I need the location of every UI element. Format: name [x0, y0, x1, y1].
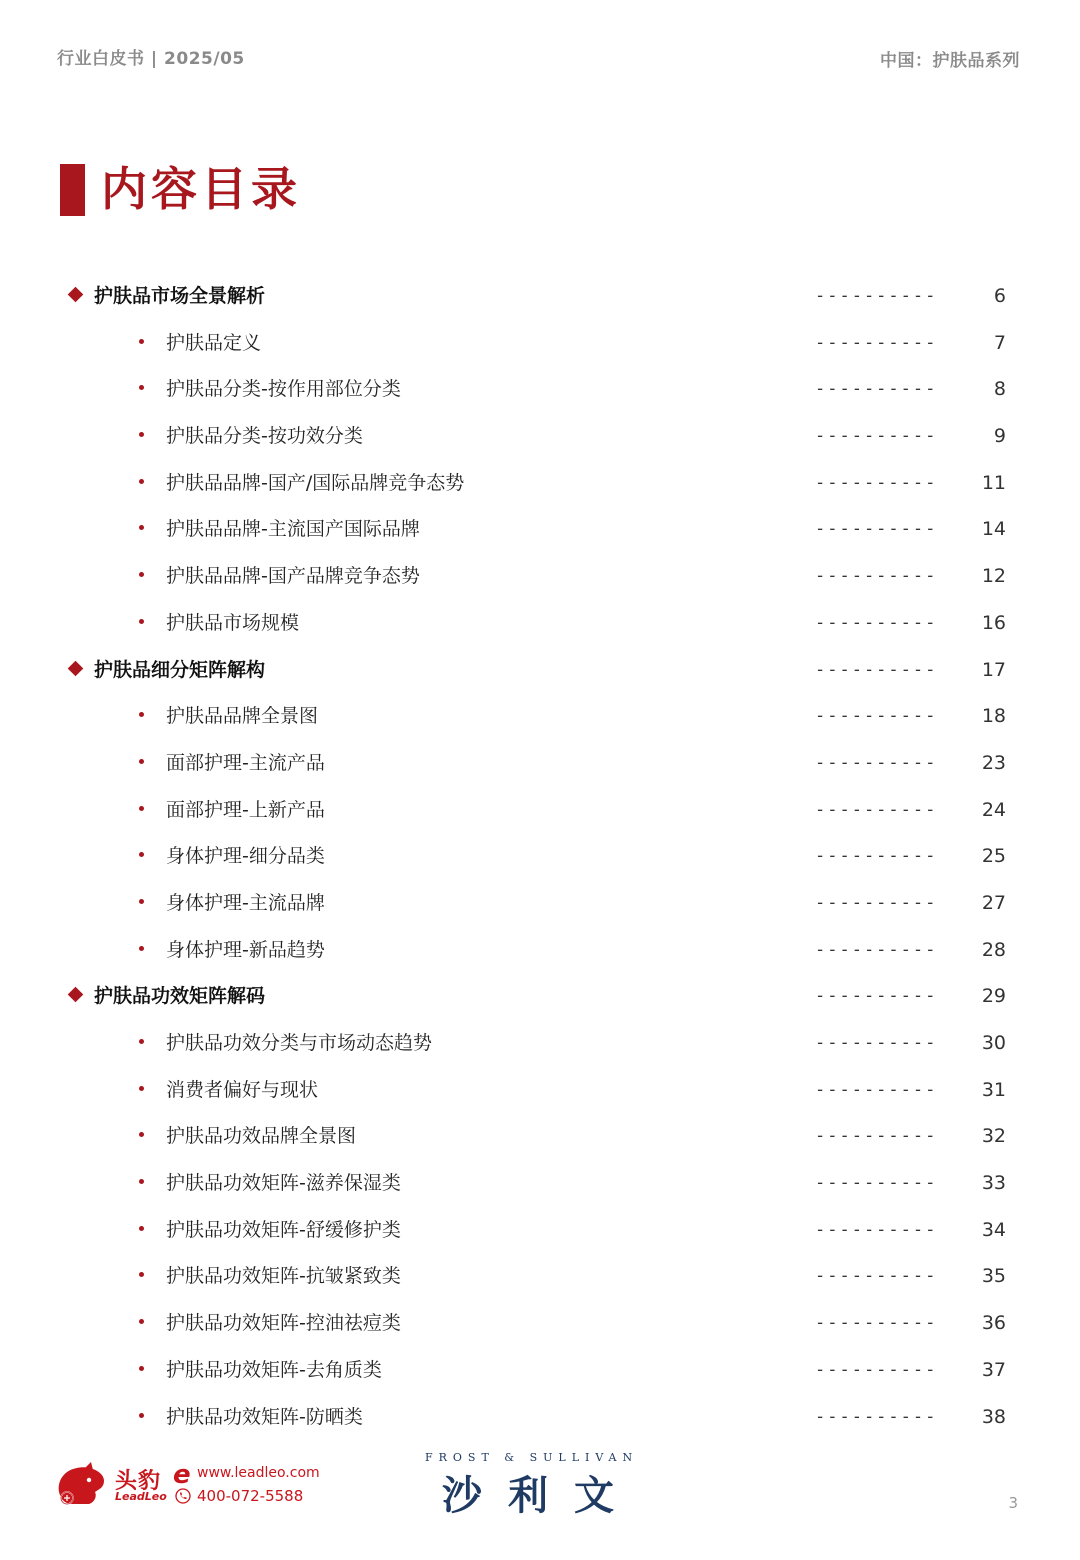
page-title: 内容目录 [101, 162, 301, 216]
toc-leader-dashes: ---------- [815, 472, 938, 493]
toc-entry-row[interactable] [0, 600, 1080, 647]
toc-leader-dashes: ---------- [815, 986, 938, 1007]
toc-entry-row[interactable] [0, 1020, 1080, 1067]
dot-bullet-icon [139, 899, 144, 904]
leadleo-logo [55, 1460, 325, 1520]
toc-entry-row[interactable] [0, 880, 1080, 927]
dot-bullet-icon [139, 479, 144, 484]
web-e-icon: e [173, 1460, 191, 1490]
toc-leader-dashes: ---------- [815, 846, 938, 867]
dot-bullet-icon [139, 1226, 144, 1231]
toc-entry-row[interactable] [0, 366, 1080, 413]
toc-leader-dashes: ---------- [815, 286, 938, 306]
dot-bullet-icon [139, 1272, 144, 1277]
toc-entry-row[interactable] [0, 506, 1080, 553]
toc-page-number: 11 [981, 471, 1006, 494]
toc-entry-row[interactable] [0, 1394, 1080, 1441]
leadleo-cn-name: 头豹 [115, 1469, 162, 1494]
toc-entry-row[interactable] [0, 320, 1080, 367]
phone-icon [175, 1488, 191, 1504]
toc-entry-label: 护肤品品牌-国产/国际品牌竞争态势 [166, 471, 465, 494]
toc-leader-dashes: ---------- [815, 332, 938, 353]
phone-number: 400-072-5588 [197, 1487, 304, 1505]
toc-entry-row[interactable] [0, 1253, 1080, 1300]
toc-entry-label: 护肤品功效矩阵-抗皱紧致类 [166, 1265, 401, 1288]
toc-page-number: 37 [981, 1358, 1006, 1381]
website-link[interactable]: www.leadleo.com [197, 1465, 320, 1481]
toc-page-number: 38 [981, 1405, 1006, 1428]
toc-entry-label: 护肤品功效矩阵-控油祛痘类 [166, 1312, 401, 1335]
toc-entry-label: 身体护理-新品趋势 [166, 938, 325, 961]
toc-entry-row[interactable] [0, 927, 1080, 974]
toc-page-number: 28 [981, 938, 1006, 961]
dot-bullet-icon [139, 712, 144, 717]
toc-entry-label: 护肤品功效分类与市场动态趋势 [166, 1032, 433, 1054]
toc-entry-label: 面部护理-主流产品 [166, 751, 325, 774]
toc-leader-dashes: ---------- [815, 1266, 938, 1287]
toc-page-number: 16 [981, 611, 1006, 634]
toc-page-number: 30 [981, 1032, 1006, 1054]
dot-bullet-icon [139, 806, 144, 811]
toc-entry-row[interactable] [0, 693, 1080, 740]
toc-entry-row[interactable] [0, 1347, 1080, 1394]
dot-bullet-icon [139, 432, 144, 437]
dot-bullet-icon [139, 1366, 144, 1371]
page-number: 3 [1008, 1494, 1018, 1512]
header-right-label: 中国：护肤品系列 [880, 51, 1020, 71]
dot-bullet-icon [139, 1132, 144, 1137]
toc-entry-label: 护肤品功效矩阵-舒缓修护类 [166, 1218, 401, 1241]
toc-entry-label: 护肤品功效矩阵解码 [94, 985, 266, 1008]
toc-entry-row[interactable] [0, 787, 1080, 834]
dot-bullet-icon [139, 1086, 144, 1091]
toc-entry-row[interactable] [0, 833, 1080, 880]
toc-leader-dashes: ---------- [815, 566, 938, 587]
dot-bullet-icon [139, 525, 144, 530]
toc-entry-label: 身体护理-主流品牌 [166, 891, 325, 914]
leadleo-en-name: LeadLeo [115, 1490, 167, 1503]
toc-leader-dashes: ---------- [815, 1406, 938, 1427]
toc-leader-dashes: ---------- [815, 1219, 938, 1240]
toc-leader-dashes: ---------- [815, 939, 938, 960]
toc-entry-label: 护肤品细分矩阵解构 [94, 658, 266, 681]
frost-sullivan-cn-logo: 沙利文 [442, 1473, 640, 1519]
diamond-bullet-icon [68, 287, 84, 303]
diamond-bullet-icon [68, 987, 84, 1003]
toc-entry-row[interactable] [0, 553, 1080, 600]
toc-entry-label: 护肤品分类-按作用部位分类 [166, 378, 401, 401]
toc-page-number: 35 [981, 1265, 1006, 1288]
toc-leader-dashes: ---------- [815, 1033, 938, 1053]
toc-entry-label: 护肤品功效矩阵-防晒类 [166, 1405, 363, 1428]
toc-leader-dashes: ---------- [815, 706, 938, 727]
diamond-bullet-icon [68, 660, 84, 676]
toc-entry-label: 面部护理-上新产品 [166, 798, 325, 821]
toc-page-number: 32 [981, 1125, 1006, 1148]
dot-bullet-icon [139, 852, 144, 857]
toc-page-number: 6 [993, 285, 1006, 307]
toc-leader-dashes: ---------- [815, 752, 938, 773]
toc-page-number: 25 [981, 845, 1006, 868]
toc-entry-label: 护肤品功效矩阵-去角质类 [166, 1358, 382, 1381]
dot-bullet-icon [139, 1039, 144, 1044]
toc-page-number: 33 [981, 1172, 1006, 1195]
frost-sullivan-en-logo: FROST & SULLIVAN [425, 1451, 639, 1464]
toc-entry-label: 护肤品品牌全景图 [166, 705, 319, 728]
toc-entry-label: 护肤品市场全景解析 [94, 285, 266, 307]
toc-entry-label: 护肤品品牌-国产品牌竞争态势 [166, 565, 420, 588]
toc-leader-dashes: ---------- [815, 1126, 938, 1147]
toc-page-number: 31 [981, 1078, 1006, 1101]
toc-page-number: 36 [981, 1312, 1006, 1335]
toc-section-row[interactable] [0, 647, 1080, 694]
dot-bullet-icon [139, 1179, 144, 1184]
toc-page-number: 12 [981, 565, 1006, 588]
toc-page-number: 27 [981, 891, 1006, 914]
toc-entry-row[interactable] [0, 460, 1080, 507]
toc-entry-label: 护肤品功效矩阵-滋养保湿类 [166, 1172, 401, 1195]
dot-bullet-icon [139, 1413, 144, 1418]
dot-bullet-icon [139, 385, 144, 390]
toc-leader-dashes: ---------- [815, 892, 938, 913]
toc-entry-row[interactable] [0, 1113, 1080, 1160]
toc-entry-row[interactable] [0, 1300, 1080, 1347]
toc-entry-label: 护肤品分类-按功效分类 [166, 425, 363, 448]
toc-entry-label: 身体护理-细分品类 [166, 845, 325, 868]
toc-page-number: 29 [981, 985, 1006, 1008]
toc-entry-row[interactable] [0, 1160, 1080, 1207]
toc-page-number: 17 [981, 658, 1006, 681]
dot-bullet-icon [139, 572, 144, 577]
toc-entry-label: 护肤品市场规模 [166, 611, 300, 634]
leopard-head-icon [55, 1462, 107, 1506]
toc-section-row[interactable] [0, 273, 1080, 320]
toc-page-number: 8 [993, 378, 1006, 401]
toc-entry-label: 护肤品功效品牌全景图 [166, 1125, 357, 1148]
toc-entry-row[interactable] [0, 1067, 1080, 1114]
toc-entry-label: 护肤品定义 [166, 331, 262, 354]
toc-leader-dashes: ---------- [815, 1313, 938, 1334]
toc-page-number: 18 [981, 705, 1006, 728]
toc-entry-row[interactable] [0, 413, 1080, 460]
toc-page-number: 7 [993, 331, 1006, 354]
toc-page-number: 24 [981, 798, 1006, 821]
toc-leader-dashes: ---------- [815, 426, 938, 447]
toc-entry-label: 消费者偏好与现状 [166, 1078, 319, 1101]
toc-page-number: 23 [981, 751, 1006, 774]
toc-leader-dashes: ---------- [815, 659, 938, 680]
dot-bullet-icon [139, 946, 144, 951]
toc-entry-row[interactable] [0, 740, 1080, 787]
toc-leader-dashes: ---------- [815, 612, 938, 633]
dot-bullet-icon [139, 1319, 144, 1324]
toc-page-number: 9 [993, 425, 1006, 448]
toc-page-number: 14 [981, 518, 1006, 541]
toc-section-row[interactable] [0, 973, 1080, 1020]
table-of-contents [0, 273, 1080, 1440]
toc-leader-dashes: ---------- [815, 799, 938, 820]
toc-page-number: 34 [981, 1218, 1006, 1241]
dot-bullet-icon [139, 759, 144, 764]
toc-entry-row[interactable] [0, 1207, 1080, 1254]
toc-leader-dashes: ---------- [815, 1173, 938, 1194]
title-accent-bar [60, 164, 85, 216]
toc-leader-dashes: ---------- [815, 1359, 938, 1380]
toc-leader-dashes: ---------- [815, 519, 938, 540]
toc-entry-label: 护肤品品牌-主流国产国际品牌 [166, 518, 420, 541]
toc-leader-dashes: ---------- [815, 379, 938, 400]
toc-leader-dashes: ---------- [815, 1079, 938, 1100]
dot-bullet-icon [139, 339, 144, 344]
dot-bullet-icon [139, 619, 144, 624]
header-left-label: 行业白皮书 | 2025/05 [57, 49, 245, 69]
